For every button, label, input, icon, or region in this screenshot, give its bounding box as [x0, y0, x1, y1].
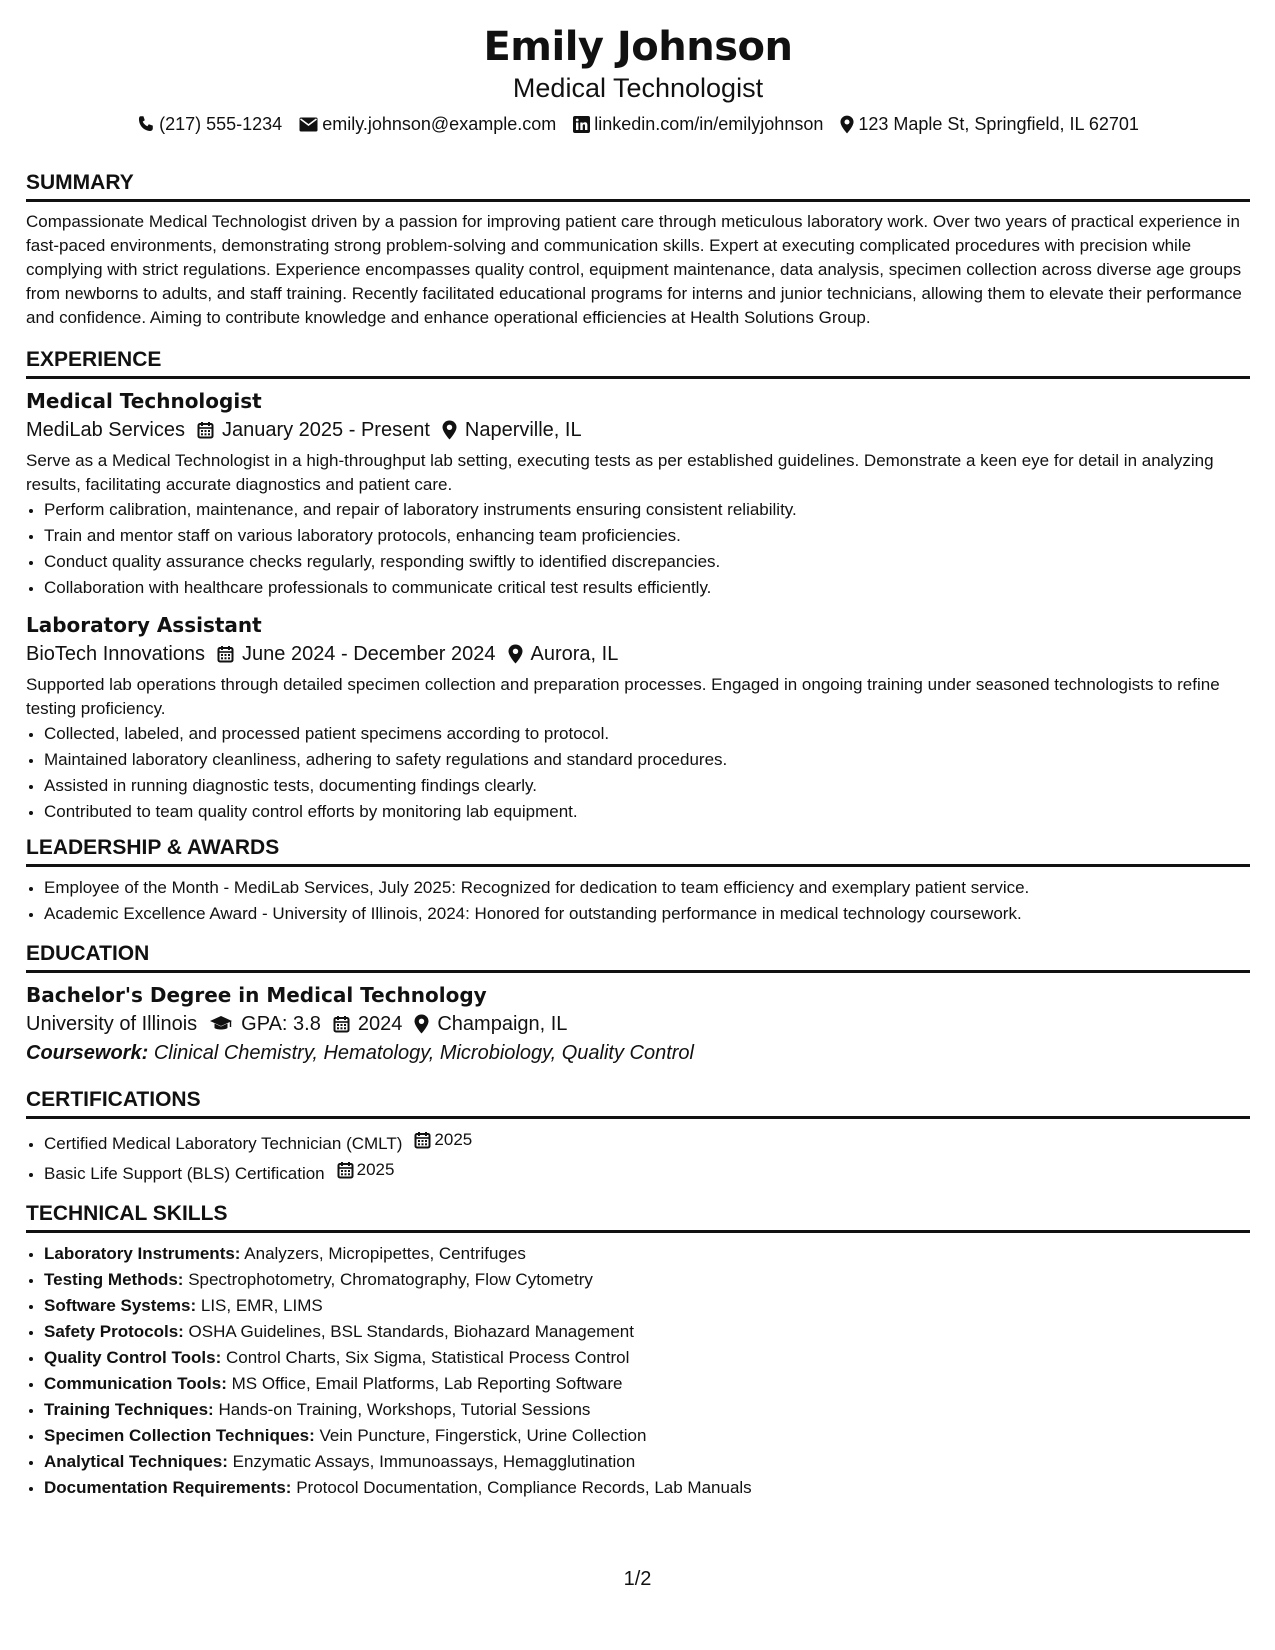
candidate-name: Emily Johnson — [483, 24, 793, 70]
education-section — [26, 941, 1250, 1067]
list-item — [44, 1423, 1250, 1449]
job-dates: June 2024 - December 2024 — [242, 643, 496, 665]
skills-section — [26, 1201, 1250, 1501]
education-heading: EDUCATION — [26, 941, 1250, 973]
calendar-icon — [333, 1015, 350, 1033]
list-item — [44, 1293, 1250, 1319]
school-location: Champaign, IL — [437, 1013, 568, 1035]
skill-label: Analytical Techniques: — [44, 1452, 228, 1471]
list-item — [44, 1127, 1250, 1157]
list-item: • Conduct quality assurance checks regularly, responding swiftly to identified discrepancies. — [44, 549, 1250, 575]
contact-bar — [26, 112, 1250, 136]
map-pin-icon — [508, 644, 523, 664]
job-dates: January 2025 - Present — [221, 419, 430, 441]
certifications-list — [26, 1127, 1250, 1187]
job-bullets — [26, 721, 1250, 825]
list-item — [44, 1449, 1250, 1475]
list-item: • Collaboration with healthcare professionals to communicate critical test results efficiently. — [44, 575, 1250, 601]
contact-address-text: 123 Maple St, Springfield, IL 62701 — [858, 114, 1139, 134]
job-description: Supported lab operations through detailed specimen collection and preparation processes. Engaged in ongoing training under seasoned technologists to refine testing proficiency. — [26, 675, 1220, 718]
contact-address — [840, 112, 1139, 136]
skill-label: Laboratory Instruments: — [44, 1244, 241, 1263]
phone-icon — [137, 115, 155, 133]
list-item: • Assisted in running diagnostic tests, documenting findings clearly. — [44, 773, 1250, 799]
job-meta — [26, 415, 1250, 445]
job-company: MediLab Services — [26, 419, 185, 441]
list-item — [44, 1371, 1250, 1397]
skill-label: Communication Tools: — [44, 1374, 227, 1393]
skill-value: Vein Puncture, Fingerstick, Urine Collection — [319, 1426, 647, 1445]
skill-value: LIS, EMR, LIMS — [200, 1296, 323, 1315]
contact-phone-text: (217) 555-1234 — [159, 114, 283, 134]
skill-value: Enzymatic Assays, Immunoassays, Hemagglutination — [232, 1452, 636, 1471]
skill-label: Documentation Requirements: — [44, 1478, 292, 1497]
graduation-year: 2024 — [357, 1013, 403, 1035]
skill-label: Training Techniques: — [44, 1400, 214, 1419]
list-item — [44, 1267, 1250, 1293]
experience-heading: EXPERIENCE — [26, 347, 1250, 379]
list-item: • Collected, labeled, and processed patient specimens according to protocol. — [44, 721, 1250, 747]
list-item — [44, 1319, 1250, 1345]
contact-email-text: emily.johnson@example.com — [322, 114, 557, 134]
coursework-list: Clinical Chemistry, Hematology, Microbiology, Quality Control — [153, 1042, 694, 1064]
list-item: • Train and mentor staff on various laboratory protocols, enhancing team proficiencies. — [44, 523, 1250, 549]
education-meta — [26, 1009, 1250, 1039]
skill-value: Analyzers, Micropipettes, Centrifuges — [244, 1244, 526, 1263]
job-bullets — [26, 497, 1250, 601]
certification-year: 2025 — [356, 1160, 395, 1179]
list-item: • Academic Excellence Award - University of Illinois, 2024: Honored for outstanding performance in medical technology coursework. — [44, 901, 1250, 927]
list-item: • Maintained laboratory cleanliness, adhering to safety regulations and standard procedures. — [44, 747, 1250, 773]
resume-page — [26, 22, 1250, 1501]
job-entry — [26, 611, 1250, 825]
school-name: University of Illinois — [26, 1013, 198, 1035]
gpa: GPA: 3.8 — [241, 1013, 321, 1035]
contact-phone[interactable] — [137, 112, 282, 136]
job-location: Aurora, IL — [530, 643, 619, 665]
certifications-section — [26, 1087, 1250, 1187]
skill-label: Specimen Collection Techniques: — [44, 1426, 315, 1445]
calendar-icon — [337, 1161, 354, 1179]
job-description: Serve as a Medical Technologist in a high-throughput lab setting, executing tests as per established guidelines. Demonstrate a keen eye for detail in analyzing results, facilitating accurate diagnostics and patient care. — [26, 451, 1214, 494]
calendar-icon — [197, 421, 214, 439]
leadership-section — [26, 835, 1250, 927]
map-pin-icon — [840, 115, 854, 134]
job-company: BioTech Innovations — [26, 643, 206, 665]
contact-linkedin-text: linkedin.com/in/emilyjohnson — [594, 114, 824, 134]
job-title: Medical Technologist — [26, 389, 262, 413]
list-item — [44, 1475, 1250, 1501]
skill-value: Hands-on Training, Workshops, Tutorial Sessions — [218, 1400, 591, 1419]
skill-label: Safety Protocols: — [44, 1322, 184, 1341]
list-item — [44, 1345, 1250, 1371]
certification-year: 2025 — [434, 1130, 473, 1149]
candidate-headline: Medical Technologist — [512, 73, 764, 103]
linkedin-icon — [573, 116, 590, 133]
coursework-label: Coursework: — [26, 1042, 149, 1064]
skills-heading: TECHNICAL SKILLS — [26, 1201, 1250, 1233]
job-title: Laboratory Assistant — [26, 613, 262, 637]
experience-section — [26, 347, 1250, 825]
resume-header — [26, 22, 1250, 136]
skill-label: Testing Methods: — [44, 1270, 184, 1289]
contact-email[interactable] — [299, 112, 556, 136]
summary-heading: SUMMARY — [26, 170, 1250, 202]
skills-list — [26, 1241, 1250, 1501]
coursework — [26, 1039, 1250, 1067]
page-number: 1/2 — [623, 1568, 652, 1590]
summary-section — [26, 170, 1250, 330]
certifications-heading: CERTIFICATIONS — [26, 1087, 1250, 1119]
envelope-icon — [299, 117, 318, 132]
list-item: • Employee of the Month - MediLab Services, July 2025: Recognized for dedication to team efficiency and exemplary patient service. — [44, 875, 1250, 901]
leadership-list — [26, 875, 1250, 927]
skill-value: MS Office, Email Platforms, Lab Reporting Software — [231, 1374, 623, 1393]
job-meta — [26, 639, 1250, 669]
skill-label: Quality Control Tools: — [44, 1348, 222, 1367]
list-item: • Perform calibration, maintenance, and repair of laboratory instruments ensuring consistent reliability. — [44, 497, 1250, 523]
skill-value: Control Charts, Six Sigma, Statistical Process Control — [225, 1348, 630, 1367]
contact-linkedin[interactable] — [573, 112, 823, 136]
summary-text: Compassionate Medical Technologist driven by a passion for improving patient care through meticulous laboratory work. Over two years of practical experience in fast-paced environments, demonstrating strong problem-solving and communication skills. Expert at executing complicated procedures with precision while complying with strict regulations. Experience encompasses quality control, equipment maintenance, data analysis, specimen collection across diverse age groups from newborns to adults, and staff training. Recently facilitated educational programs for interns and junior technicians, allowing them to elevate their performance and confidence. Aiming to contribute knowledge and enhance operational efficiencies at Health Solutions Group. — [26, 212, 1242, 327]
list-item — [44, 1157, 1250, 1187]
certification-name: Basic Life Support (BLS) Certification — [44, 1164, 325, 1183]
list-item — [44, 1241, 1250, 1267]
certification-name: Certified Medical Laboratory Technician (CMLT) — [44, 1134, 403, 1153]
list-item: • Contributed to team quality control efforts by monitoring lab equipment. — [44, 799, 1250, 825]
calendar-icon — [414, 1131, 431, 1149]
skill-value: Protocol Documentation, Compliance Records, Lab Manuals — [296, 1478, 752, 1497]
job-entry — [26, 387, 1250, 601]
skill-value: Spectrophotometry, Chromatography, Flow Cytometry — [188, 1270, 593, 1289]
degree-title: Bachelor's Degree in Medical Technology — [26, 983, 487, 1007]
graduation-cap-icon — [209, 1015, 233, 1033]
job-location: Naperville, IL — [464, 419, 582, 441]
skill-value: OSHA Guidelines, BSL Standards, Biohazard Management — [188, 1322, 634, 1341]
map-pin-icon — [442, 420, 457, 440]
list-item — [44, 1397, 1250, 1423]
leadership-heading: LEADERSHIP & AWARDS — [26, 835, 1250, 867]
skill-label: Software Systems: — [44, 1296, 197, 1315]
map-pin-icon — [414, 1014, 429, 1034]
calendar-icon — [217, 645, 234, 663]
